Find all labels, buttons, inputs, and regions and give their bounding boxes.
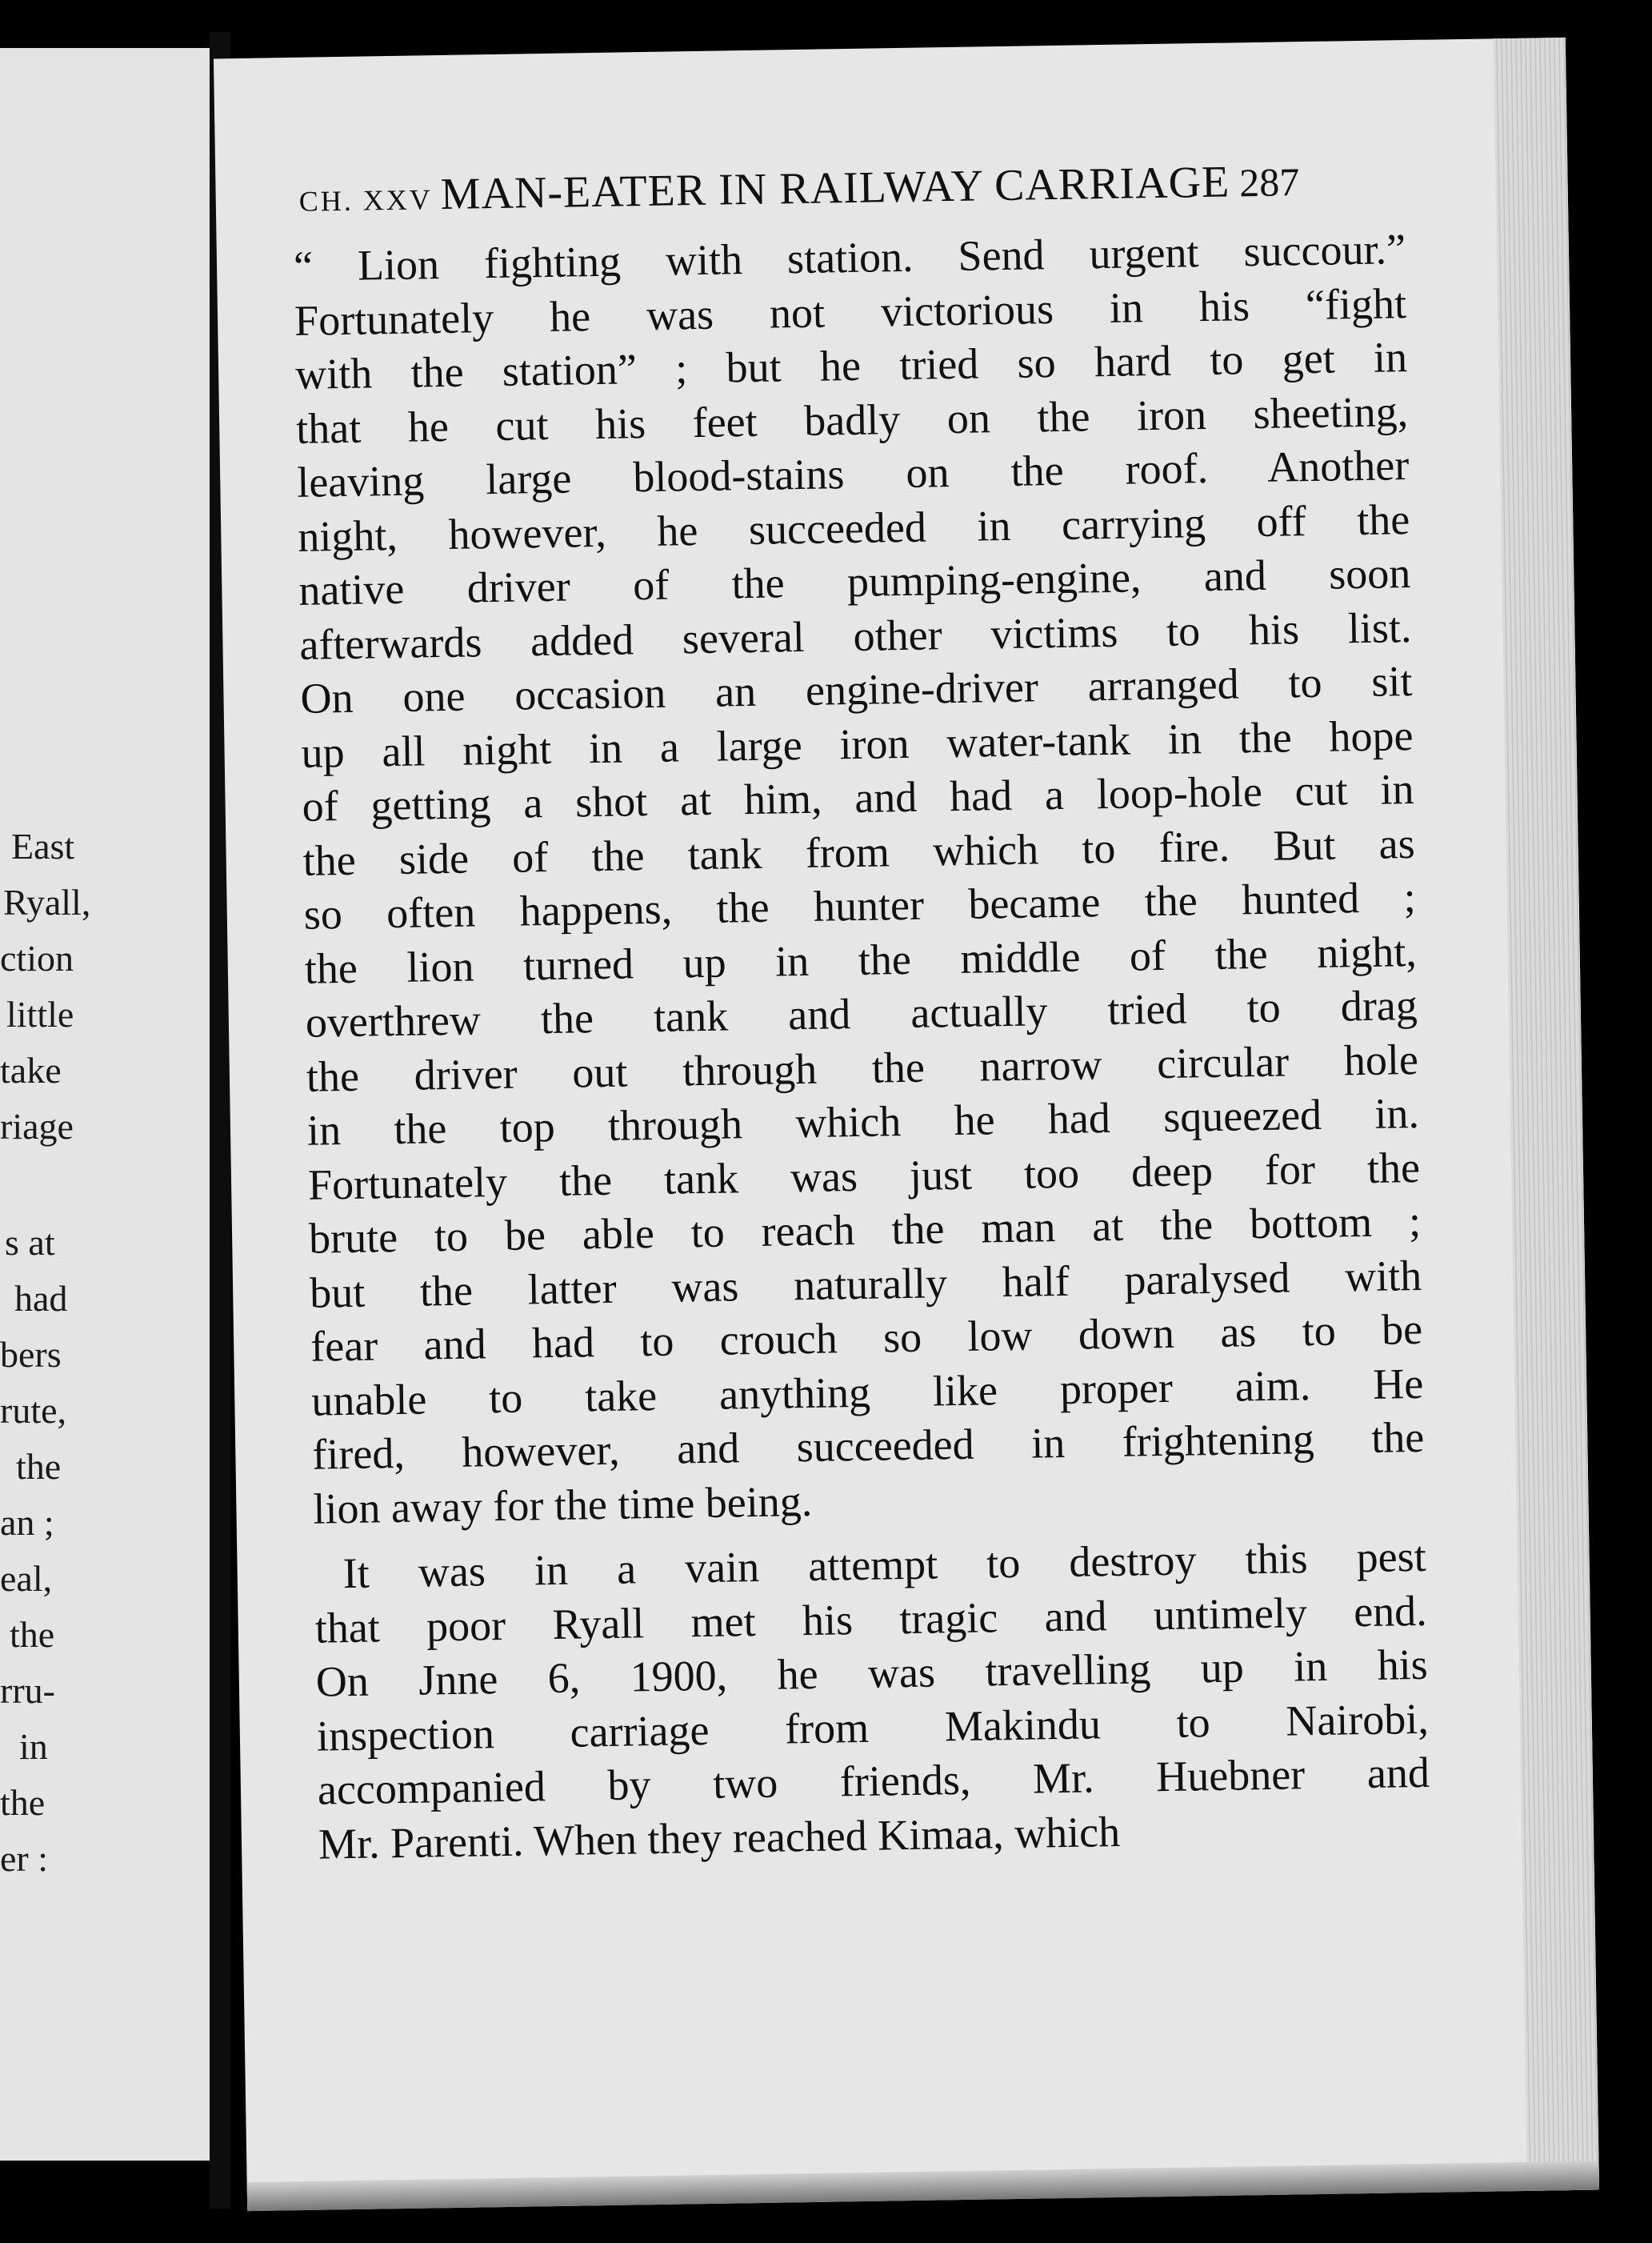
facing-page-text-fragment: eal, [0,1558,53,1599]
text-line: It was in a vain attempt to destroy this pest [342,1532,1427,1598]
facing-page-text-fragment: an ; [0,1502,54,1543]
facing-page-text-fragment: the [0,1782,46,1823]
text-line: the lion turned up in the middle of the night, [304,927,1418,993]
text-line: so often happens, the hunter became the hunted ; [303,872,1417,939]
text-line: brute to be able to reach the man at the bottom ; [308,1196,1422,1263]
text-line: fired, however, and succeeded in frightening the [311,1412,1425,1479]
text-line: night, however, he succeeded in carrying off the [297,495,1410,561]
facing-page-text-fragment: rru- [0,1670,55,1711]
text-line: accompanied by two friends, Mr. Huebner and [317,1748,1430,1814]
book-page [214,38,1599,2211]
text-line: Fortunately the tank was just too deep for the [307,1143,1421,1209]
text-line: the driver out through the narrow circular hole [306,1035,1419,1101]
text-line: leaving large blood-stains on the roof. Another [296,441,1410,507]
paragraph [314,1530,1430,1872]
text-line: Fortunately he was not victorious in his “fight [294,278,1407,345]
facing-page-text-fragment: ction [0,938,74,979]
facing-page-text-fragment: riage [0,1106,74,1147]
text-line: that poor Ryall met his tragic and untimely end. [314,1586,1428,1652]
facing-page-text-fragment: s at [5,1222,55,1263]
text-line: Mr. Parenti. When they reached Kimaa, which [318,1807,1121,1868]
facing-page-text-fragment: had [14,1278,68,1319]
running-header [298,154,1411,227]
text-line: native driver of the pumping-engine, and soon [298,549,1411,615]
text-line: in the top through which he had squeezed in. [306,1088,1420,1155]
text-line: On one occasion an engine-driver arranged to sit [300,657,1413,723]
text-line: “ Lion fighting with station. Send urgent succour.” [293,225,1406,290]
facing-page-text-fragment: take [0,1050,62,1091]
facing-page-text-fragment: the [16,1446,62,1487]
page-number: 287 [1238,159,1300,206]
text-line: but the latter was naturally half paralysed with [309,1251,1422,1317]
facing-page-text-fragment: the [10,1614,55,1655]
facing-page-text-fragment: in [19,1726,48,1767]
facing-page-text-fragment: Ryall, [3,882,91,923]
page-bottom-shadow [247,2161,1599,2212]
facing-page-text-fragment: little [6,994,74,1035]
text-line: overthrew the tank and actually tried to drag [305,980,1418,1047]
text-line: that he cut his feet badly on the iron sheeting, [295,387,1409,453]
text-line: the side of the tank from which to fire. But as [302,819,1416,885]
text-line: afterwards added several other victims to his list. [299,603,1412,669]
running-title: MAN-EATER IN RAILWAY CARRIAGE [440,157,1230,219]
text-line: inspection carriage from Makindu to Nairobi, [316,1694,1430,1760]
facing-page-text-fragment: er : [0,1838,49,1879]
facing-page-fragment [0,48,210,2161]
facing-page-text-fragment: rute, [0,1390,67,1431]
text-line: of getting a shot at him, and had a loop-hole cut in [302,764,1414,831]
text-line: On Jnne 6, 1900, he was travelling up in his [315,1640,1429,1706]
text-line: fear and had to crouch so low down as to be [310,1304,1423,1371]
chapter-label: CH. XXV [298,183,434,218]
paragraph [294,222,1426,1536]
text-line: unable to take anything like proper aim. He [310,1359,1424,1425]
text-line: with the station” ; but he tried so hard to get in [294,333,1408,399]
body-text [294,222,1431,1872]
facing-page-text-fragment: East [11,826,75,867]
facing-page-text-fragment: bers [0,1334,62,1375]
text-line: lion away for the time being. [312,1476,813,1533]
text-line: up all night in a large iron water-tank in the hope [301,711,1414,777]
page-edges [1494,38,1599,2191]
